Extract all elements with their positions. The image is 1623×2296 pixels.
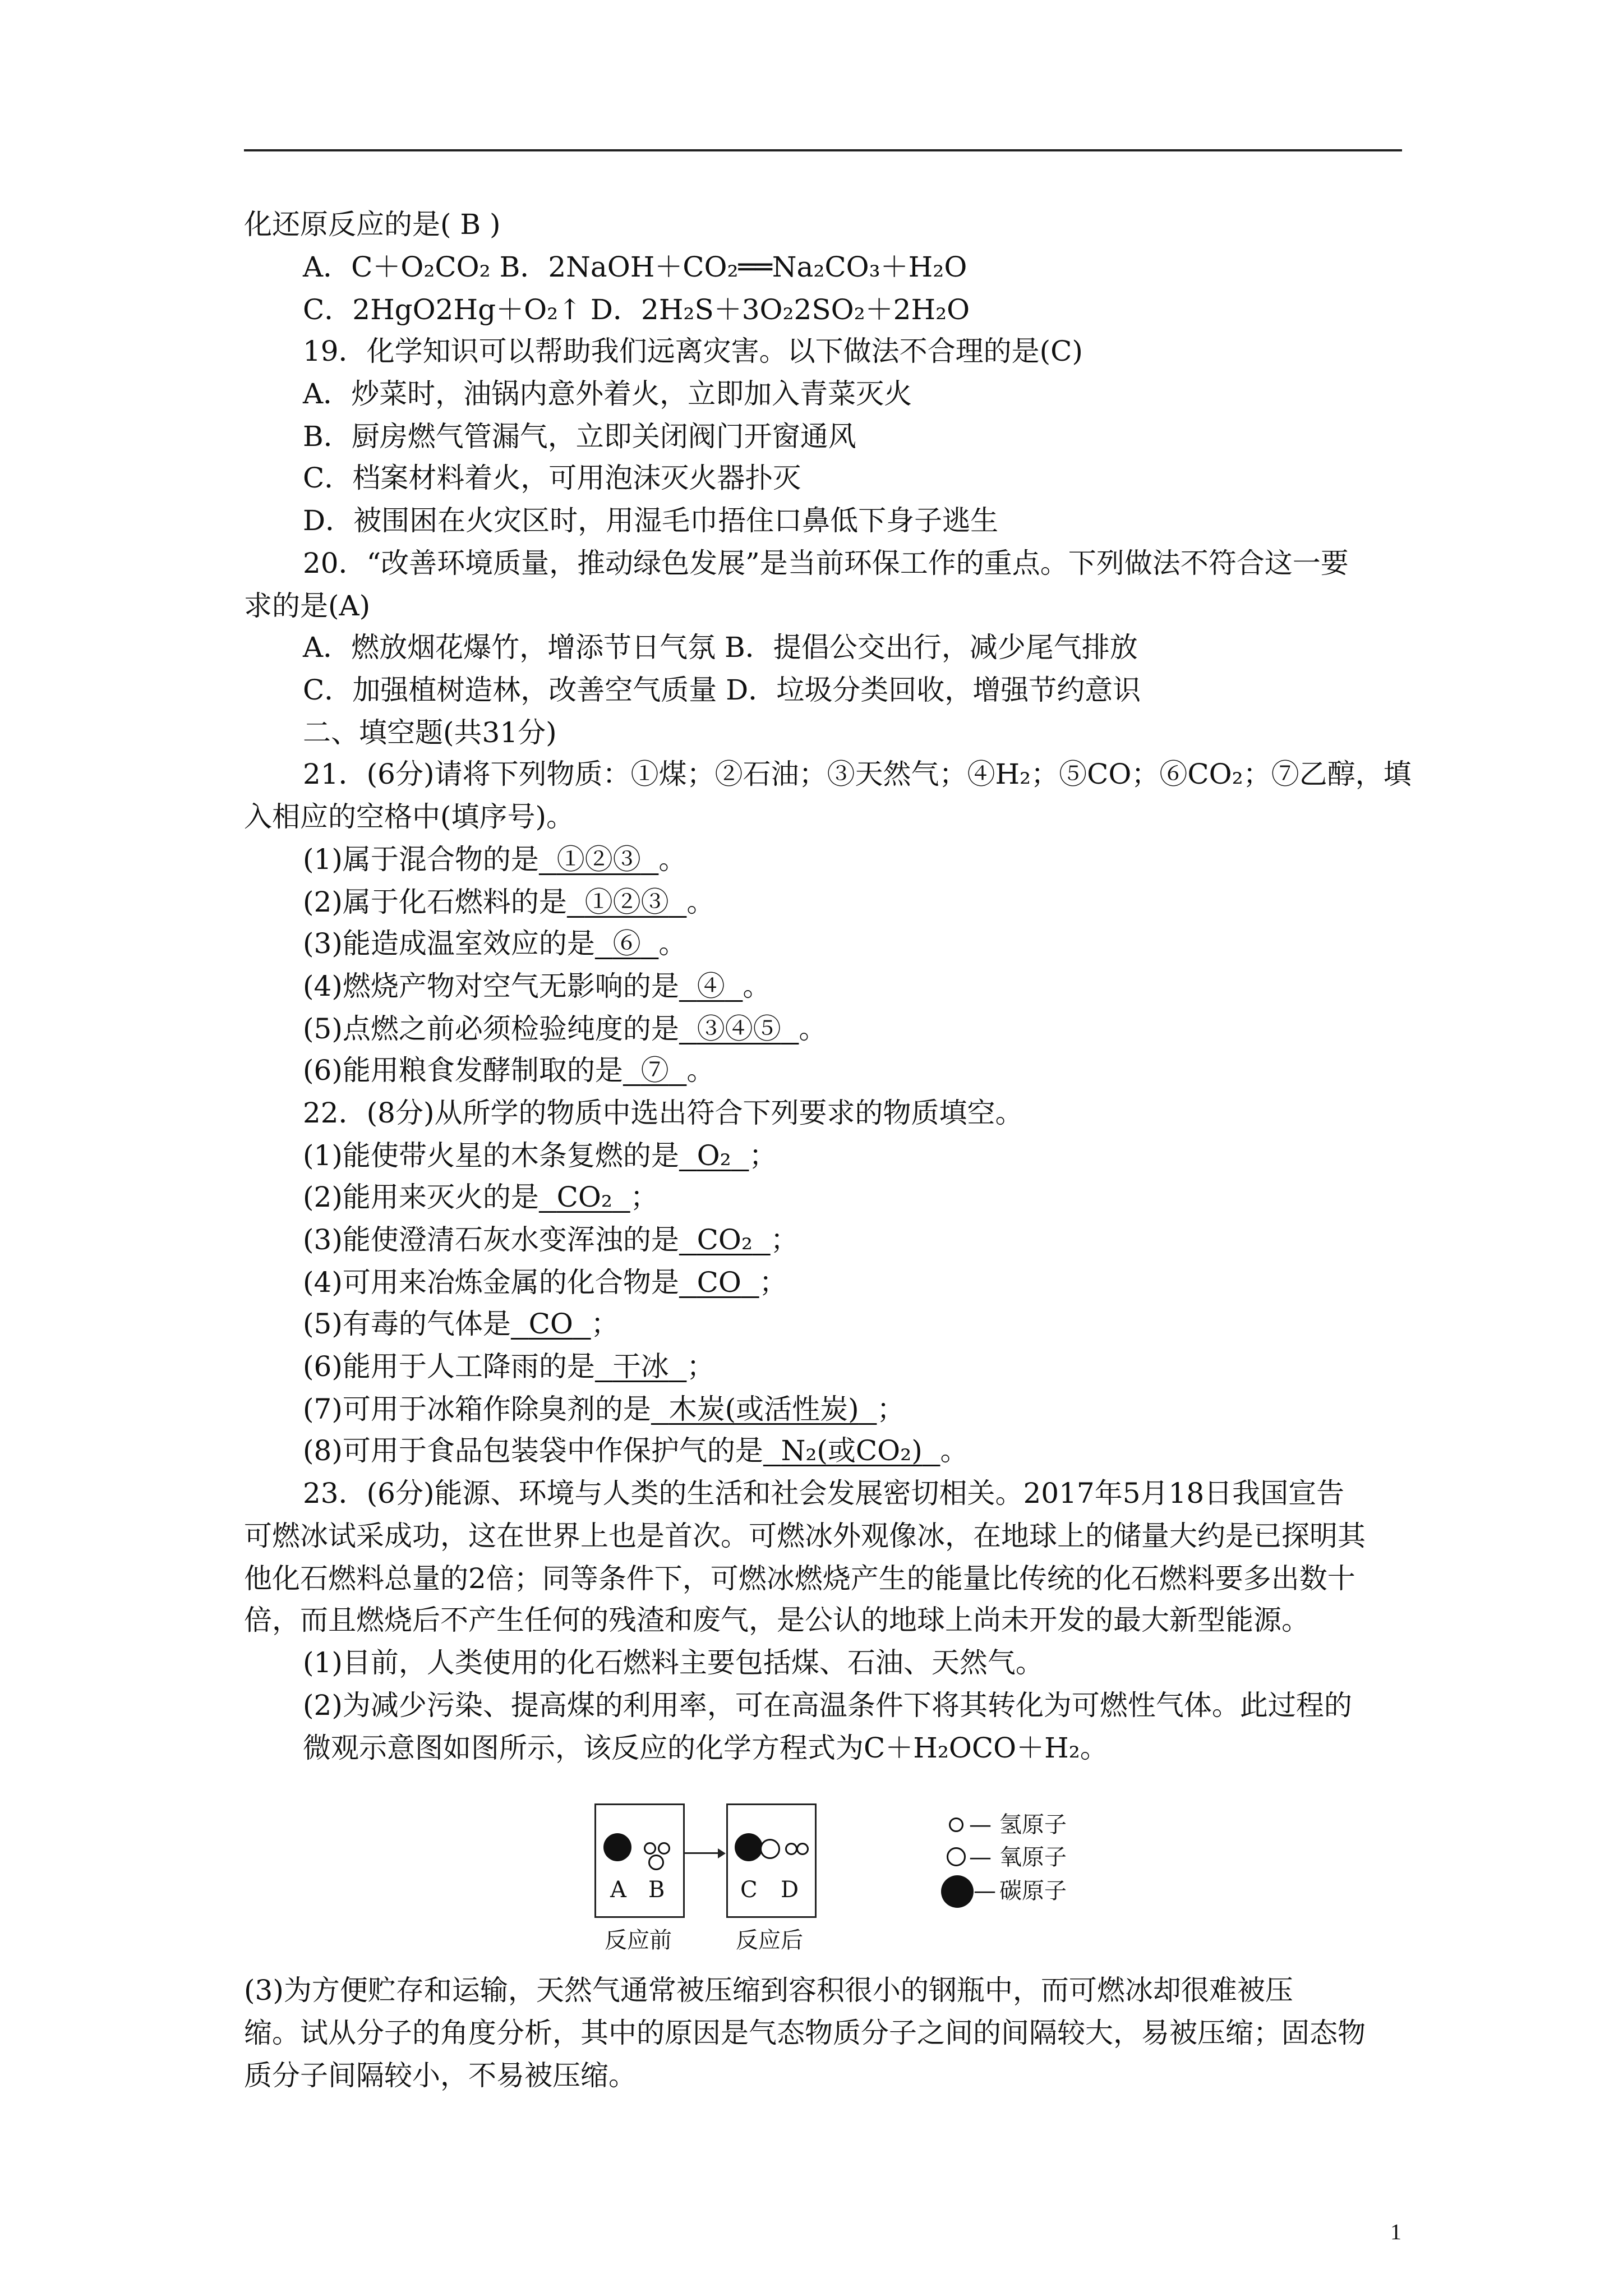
text-line: [303, 1180, 658, 1214]
line-text: (6)能用粮食发酵制取的是: [303, 1054, 623, 1087]
legend-carbon-dash: —: [974, 1878, 996, 1904]
answer-blank: [679, 1223, 771, 1256]
line-text: (5)点燃之前必须检验纯度的是: [303, 1013, 679, 1045]
text-line: [303, 1731, 1108, 1765]
line-text: (1)目前，人类使用的化石燃料主要包括煤、石油、天然气。: [303, 1646, 1044, 1679]
line-text: (4)可用来冶炼金属的化合物是: [303, 1266, 679, 1299]
line-text: (8)可用于食品包装袋中作保护气的是: [303, 1434, 763, 1467]
line-end: ；: [749, 1139, 777, 1172]
line-text: 化还原反应的是( B ): [244, 208, 501, 241]
answer-text: CO₂: [556, 1181, 612, 1213]
line-end: 。: [743, 970, 771, 1002]
text-line: [303, 716, 557, 749]
line-end: ；: [630, 1181, 658, 1213]
label-b: B: [648, 1877, 665, 1903]
line-end: 。: [658, 927, 687, 960]
text-line: [303, 969, 771, 1003]
text-line: [303, 1350, 714, 1383]
text-line: [303, 334, 1083, 368]
legend-carbon-icon: [941, 1875, 974, 1908]
page-number: 1: [1390, 2219, 1401, 2244]
text-line: [303, 250, 967, 284]
answer-blank: [623, 1054, 687, 1087]
answer-text: ③④⑤: [697, 1013, 781, 1045]
line-text: 缩。试从分子的角度分析，其中的原因是气态物质分子之间的间隔较大，易被压缩；固态物: [244, 2017, 1366, 2049]
text-line: [244, 2016, 1366, 2050]
text-line: [303, 1307, 619, 1341]
line-text: (1)属于混合物的是: [303, 843, 539, 876]
answer-text: ⑥: [612, 927, 641, 960]
text-line: [244, 589, 370, 623]
line-text: (2)为减少污染、提高煤的利用率，可在高温条件下将其转化为可燃性气体。此过程的: [303, 1689, 1352, 1722]
answer-text: O₂: [697, 1139, 731, 1172]
line-text: (1)能使带火星的木条复燃的是: [303, 1139, 679, 1172]
legend-hydrogen-label: 氢原子: [999, 1812, 1067, 1838]
text-line: [244, 1519, 1366, 1553]
caption-before: 反应前: [605, 1927, 672, 1953]
answer-blank: [539, 1181, 630, 1213]
text-line: [303, 293, 970, 326]
line-text: (5)有毒的气体是: [303, 1308, 511, 1340]
before-reaction-box: [594, 1803, 685, 1918]
answer-blank: [595, 1350, 687, 1383]
text-line: [303, 1392, 905, 1426]
legend-hydrogen-dash: —: [969, 1812, 992, 1838]
line-text: 22．(8分)从所学的物质中选出符合下列要求的物质填空。: [303, 1097, 1023, 1129]
text-line: [303, 673, 1141, 707]
answer-blank: [511, 1308, 591, 1340]
line-end: 。: [799, 1013, 827, 1045]
line-text: (7)可用于冰箱作除臭剂的是: [303, 1393, 651, 1425]
answer-blank: [567, 886, 687, 918]
line-end: 。: [658, 843, 687, 876]
line-text: 倍，而且燃烧后不产生任何的残渣和废气，是公认的地球上尚未开发的最大新型能源。: [244, 1604, 1310, 1636]
line-end: ；: [759, 1266, 787, 1299]
answer-text: N₂(或CO₂): [781, 1434, 923, 1467]
answer-blank: [539, 843, 659, 876]
carbon-atom-a: [603, 1833, 631, 1861]
text-line: [303, 461, 801, 495]
header-rule: [244, 149, 1402, 151]
text-line: [303, 631, 1138, 664]
answer-text: ①②③: [584, 886, 669, 918]
text-line: [244, 2059, 637, 2092]
answer-blank: [595, 927, 659, 960]
line-text: 二、填空题(共31分): [303, 716, 557, 749]
line-text: (2)能用来灭火的是: [303, 1181, 539, 1213]
line-text: 质分子间隔较小，不易被压缩。: [244, 2059, 637, 2092]
label-a: A: [610, 1877, 626, 1903]
line-text: 微观示意图如图所示，该反应的化学方程式为C＋H₂OCO＋H₂。: [303, 1732, 1108, 1764]
line-end: 。: [686, 886, 715, 918]
answer-text: ①②③: [556, 843, 641, 876]
answer-text: 干冰: [612, 1350, 669, 1383]
legend-oxygen-label: 氧原子: [999, 1844, 1067, 1870]
line-text: A．C＋O₂CO₂ B．2NaOH＋CO₂══Na₂CO₃＋H₂O: [303, 251, 967, 283]
line-text: C．档案材料着火，可用泡沫灭火器扑灭: [303, 462, 801, 494]
label-d: D: [781, 1877, 799, 1903]
legend-carbon-label: 碳原子: [999, 1878, 1067, 1904]
hydrogen-atom-d1: [785, 1843, 797, 1855]
text-line: [303, 377, 912, 411]
line-end: ；: [770, 1223, 799, 1256]
line-text: 求的是(A): [244, 590, 371, 622]
text-line: [303, 1688, 1352, 1722]
answer-text: 木炭(或活性炭): [668, 1393, 859, 1425]
text-line: [303, 1139, 777, 1172]
caption-after: 反应后: [736, 1927, 803, 1953]
label-c: C: [740, 1877, 758, 1903]
line-text: B．厨房燃气管漏气，立即关闭阀门开窗通风: [303, 420, 856, 453]
line-end: 。: [940, 1434, 969, 1467]
oxygen-atom-c: [760, 1839, 780, 1859]
line-text: C．加强植树造林，改善空气质量 D．垃圾分类回收，增强节约意识: [303, 674, 1141, 706]
line-text: (3)能使澄清石灰水变浑浊的是: [303, 1223, 679, 1256]
line-text: 19．化学知识可以帮助我们远离灾害。以下做法不合理的是(C): [303, 335, 1083, 367]
line-text: D．被围困在火灾区时，用湿毛巾捂住口鼻低下身子逃生: [303, 504, 999, 537]
hydrogen-atom-d2: [796, 1843, 809, 1855]
text-line: [303, 927, 686, 960]
line-end: ；: [686, 1350, 715, 1383]
reaction-arrow: [683, 1852, 720, 1854]
text-line: [303, 843, 686, 876]
answer-blank: [651, 1393, 877, 1425]
line-text: 他化石燃料总量的2倍；同等条件下，可燃冰燃烧产生的能量比传统的化石燃料要多出数十: [244, 1562, 1355, 1595]
answer-text: CO₂: [697, 1223, 753, 1256]
line-text: (3)为方便贮存和运输，天然气通常被压缩到容积很小的钢瓶中，而可燃冰却很难被压: [244, 1974, 1293, 2007]
text-line: [244, 1973, 1293, 2007]
line-end: 。: [686, 1054, 715, 1087]
hydrogen-atom-b1: [644, 1842, 656, 1855]
line-text: 21．(6分)请将下列物质：①煤；②石油；③天然气；④H₂；⑤CO；⑥CO₂；⑦乙醇，填: [303, 758, 1412, 790]
answer-blank: [679, 1139, 749, 1172]
line-text: A．炒菜时，油锅内意外着火，立即加入青菜灭火: [303, 378, 912, 410]
line-end: ；: [877, 1393, 905, 1425]
line-text: 入相应的空格中(填序号)。: [244, 800, 575, 833]
line-text: 可燃冰试采成功，这在世界上也是首次。可燃冰外观像冰，在地球上的储量大约是已探明其: [244, 1520, 1366, 1552]
text-line: [303, 420, 856, 453]
line-text: 23．(6分)能源、环境与人类的生活和社会发展密切相关。2017年5月18日我国宣告: [303, 1477, 1345, 1510]
text-line: [303, 1012, 827, 1046]
line-text: (3)能造成温室效应的是: [303, 927, 595, 960]
text-line: [303, 1266, 787, 1299]
text-line: [244, 208, 501, 241]
text-line: [303, 757, 1412, 791]
text-line: [244, 1603, 1310, 1637]
line-text: (6)能用于人工降雨的是: [303, 1350, 595, 1383]
answer-blank: [679, 970, 743, 1002]
text-line: [303, 1434, 969, 1467]
answer-blank: [679, 1266, 759, 1299]
line-text: (2)属于化石燃料的是: [303, 886, 567, 918]
carbon-atom-c: [735, 1833, 763, 1861]
oxygen-atom-b: [648, 1855, 664, 1870]
answer-text: CO: [528, 1308, 573, 1340]
answer-text: CO: [697, 1266, 741, 1299]
text-line: [303, 1053, 714, 1087]
reaction-micro-diagram: [594, 1803, 1110, 1955]
answer-blank: [763, 1434, 940, 1467]
text-line: [244, 1562, 1355, 1595]
legend-oxygen-icon: [947, 1847, 966, 1866]
answer-blank: [679, 1013, 799, 1045]
line-text: A．燃放烟花爆竹，增添节日气氛 B．提倡公交出行，减少尾气排放: [303, 631, 1138, 664]
hydrogen-atom-b2: [658, 1842, 670, 1855]
text-line: [303, 546, 1349, 580]
answer-text: ④: [697, 970, 725, 1002]
legend-oxygen-dash: —: [969, 1844, 992, 1870]
line-text: (4)燃烧产物对空气无影响的是: [303, 970, 679, 1002]
arrow-head-icon: [718, 1848, 726, 1858]
text-line: [303, 1096, 1023, 1130]
line-end: ；: [591, 1308, 619, 1340]
legend-hydrogen-icon: [949, 1818, 963, 1832]
text-line: [303, 1223, 799, 1257]
text-line: [303, 885, 714, 919]
text-line: [303, 1646, 1044, 1680]
text-line: [303, 504, 998, 537]
text-line: [244, 800, 574, 834]
line-text: C．2HgO2Hg＋O₂↑ D．2H₂S＋3O₂2SO₂＋2H₂O: [303, 293, 970, 326]
answer-text: ⑦: [640, 1054, 669, 1087]
text-line: [303, 1476, 1344, 1510]
line-text: 20．“改善环境质量，推动绿色发展”是当前环保工作的重点。下列做法不符合这一要: [303, 547, 1349, 579]
